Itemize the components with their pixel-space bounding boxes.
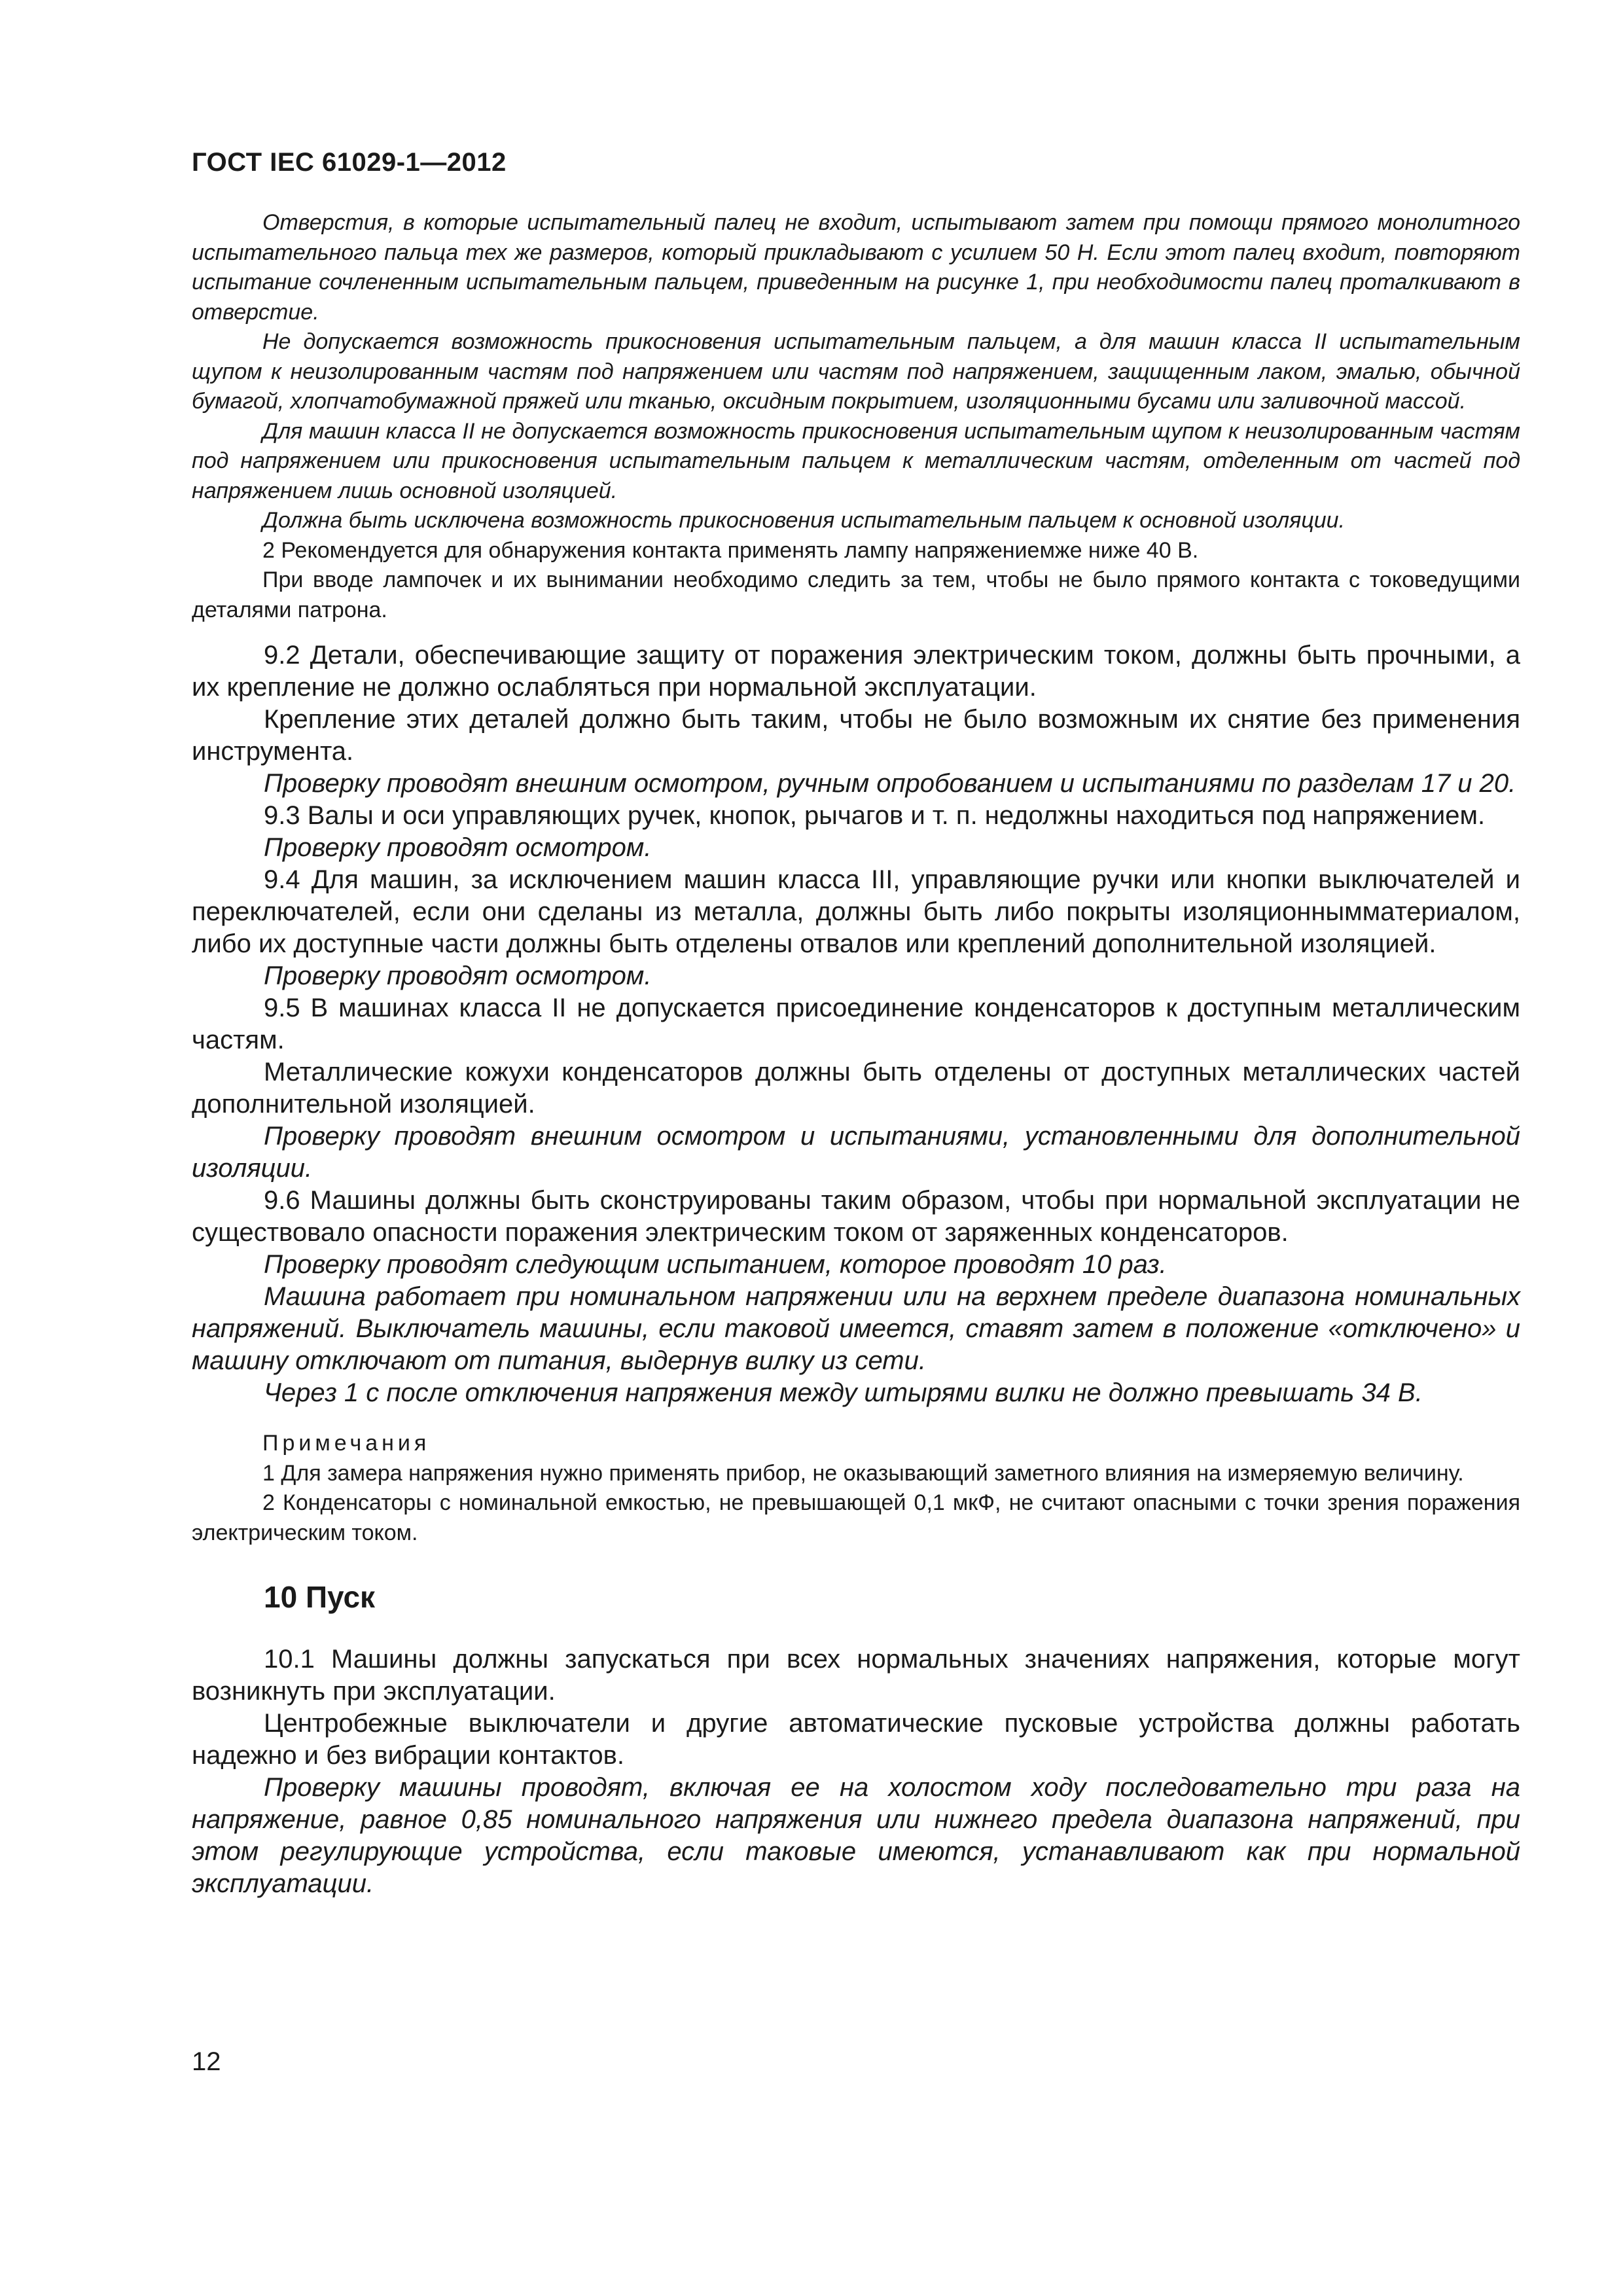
note-paragraph: 1 Для замера напряжения нужно применять прибор, не оказывающий заметного влияния на измеряемую величину. — [262, 1460, 1464, 1486]
page-body — [192, 208, 1520, 1900]
clause-9-6: 9.6 Машины должны быть сконструированы таким образом, чтобы при нормальной эксплуатации не существовало опасности поражения электрическим током от заряженных конденсаторов. — [192, 1186, 1520, 1247]
paragraph: Центробежные выключатели и другие автоматические пусковые устройства должны работать надежно и без вибрации контактов. — [192, 1709, 1520, 1770]
check-statement: Проверку проводят осмотром. — [264, 961, 652, 990]
paragraph: Металлические кожухи конденсаторов должны быть отделены от доступных металлических частей дополнительной изоляцией. — [192, 1058, 1520, 1119]
section-heading: 10 Пуск — [264, 1580, 376, 1614]
note-paragraph: 2 Конденсаторы с номинальной емкостью, не превышающей 0,1 мкФ, не считают опасными с точки зрения поражения электрическим током. — [192, 1490, 1520, 1545]
check-statement: Проверку проводят следующим испытанием, которое проводят 10 раз. — [264, 1250, 1167, 1279]
paragraph: Должна быть исключена возможность прикосновения испытательным пальцем к основной изоляции. — [262, 508, 1346, 533]
standard-designation: ГОСТ IEC 61029-1—2012 — [192, 148, 507, 177]
note-paragraph: 2 Рекомендуется для обнаружения контакта применять лампу напряжениемже ниже 40 В. — [262, 537, 1199, 563]
paragraph: Крепление этих деталей должно быть таким, чтобы не было возможным их снятие без применения инструмента. — [192, 705, 1520, 766]
check-statement: Проверку проводят внешним осмотром и испытаниями, установленными для дополнительной изоляции. — [192, 1122, 1520, 1183]
check-statement: Проверку проводят внешним осмотром, ручным опробованием и испытаниями по разделам 17 и 20. — [264, 769, 1516, 798]
clause-9-5: 9.5 В машинах класса II не допускается присоединение конденсаторов к доступным металлическим частям. — [192, 994, 1520, 1054]
paragraph: Отверстия, в которые испытательный палец не входит, испытывают затем при помощи прямого монолитного испытательного пальца тех же размеров, который прикладывают с усилием 50 Н. Если этот палец входит, повторяют испытание сочлененным испытательным пальцем, приведенным на рисунке 1, при необходимости палец проталкивают в отверстие. — [192, 210, 1520, 325]
check-statement: Через 1 с после отключения напряжения между штырями вилки не должно превышать 34 В. — [264, 1378, 1423, 1407]
clause-10-1: 10.1 Машины должны запускаться при всех нормальных значениях напряжения, которые могут возникнуть при эксплуатации. — [192, 1645, 1520, 1706]
notes-title: Примечания — [262, 1431, 431, 1456]
note-paragraph: При вводе лампочек и их вынимании необходимо следить за тем, чтобы не было прямого контакта с токоведущими деталями патрона. — [192, 567, 1520, 622]
check-statement: Проверку машины проводят, включая ее на холостом ходу последовательно три раза на напряжение, равное 0,85 номинального напряжения или нижнего предела диапазона напряжений, при этом регулирующие устройства, если таковые имеются, устанавливают как при нормальной эксплуатации. — [192, 1773, 1520, 1898]
paragraph: Не допускается возможность прикосновения испытательным пальцем, а для машин класса II испытательным щупом к неизолированным частям под напряжением или частям под напряжением, защищенным лаком, эмалью, обычной бумагой, хлопчатобумажной пряжей или тканью, оксидным покрытием, изоляционными бусами или заливочной массой. — [192, 329, 1520, 414]
clause-9-4: 9.4 Для машин, за исключением машин класса III, управляющие ручки или кнопки выключателей и переключателей, если они сделаны из металла, должны быть либо покрыты изоляционныммaтериалом, либо их доступные части должны быть отделены отвалов или креплений дополнительной изоляцией. — [192, 865, 1520, 958]
check-statement: Машина работает при номинальном напряжении или на верхнем пределе диапазона номинальных напряжений. Выключатель машины, если таковой имеется, ставят затем в положение «отключено» и машину отключают от питания, выдернув вилку из сети. — [192, 1282, 1520, 1375]
clause-9-2: 9.2 Детали, обеспечивающие защиту от поражения электрическим током, должны быть прочными, а их крепление не должно ослабляться при нормальной эксплуатации. — [192, 641, 1520, 702]
paragraph: Для машин класса II не допускается возможность прикосновения испытательным щупом к неизолированным частям под напряжением или прикосновения испытательным пальцем к металлическим частям, отделенным от частей под напряжением лишь основной изоляцией. — [192, 418, 1520, 503]
clause-9-3: 9.3 Валы и оси управляющих ручек, кнопок, рычагов и т. п. недолжны находиться под напряжением. — [264, 801, 1486, 830]
check-statement: Проверку проводят осмотром. — [264, 833, 652, 862]
page-number: 12 — [192, 2047, 221, 2076]
